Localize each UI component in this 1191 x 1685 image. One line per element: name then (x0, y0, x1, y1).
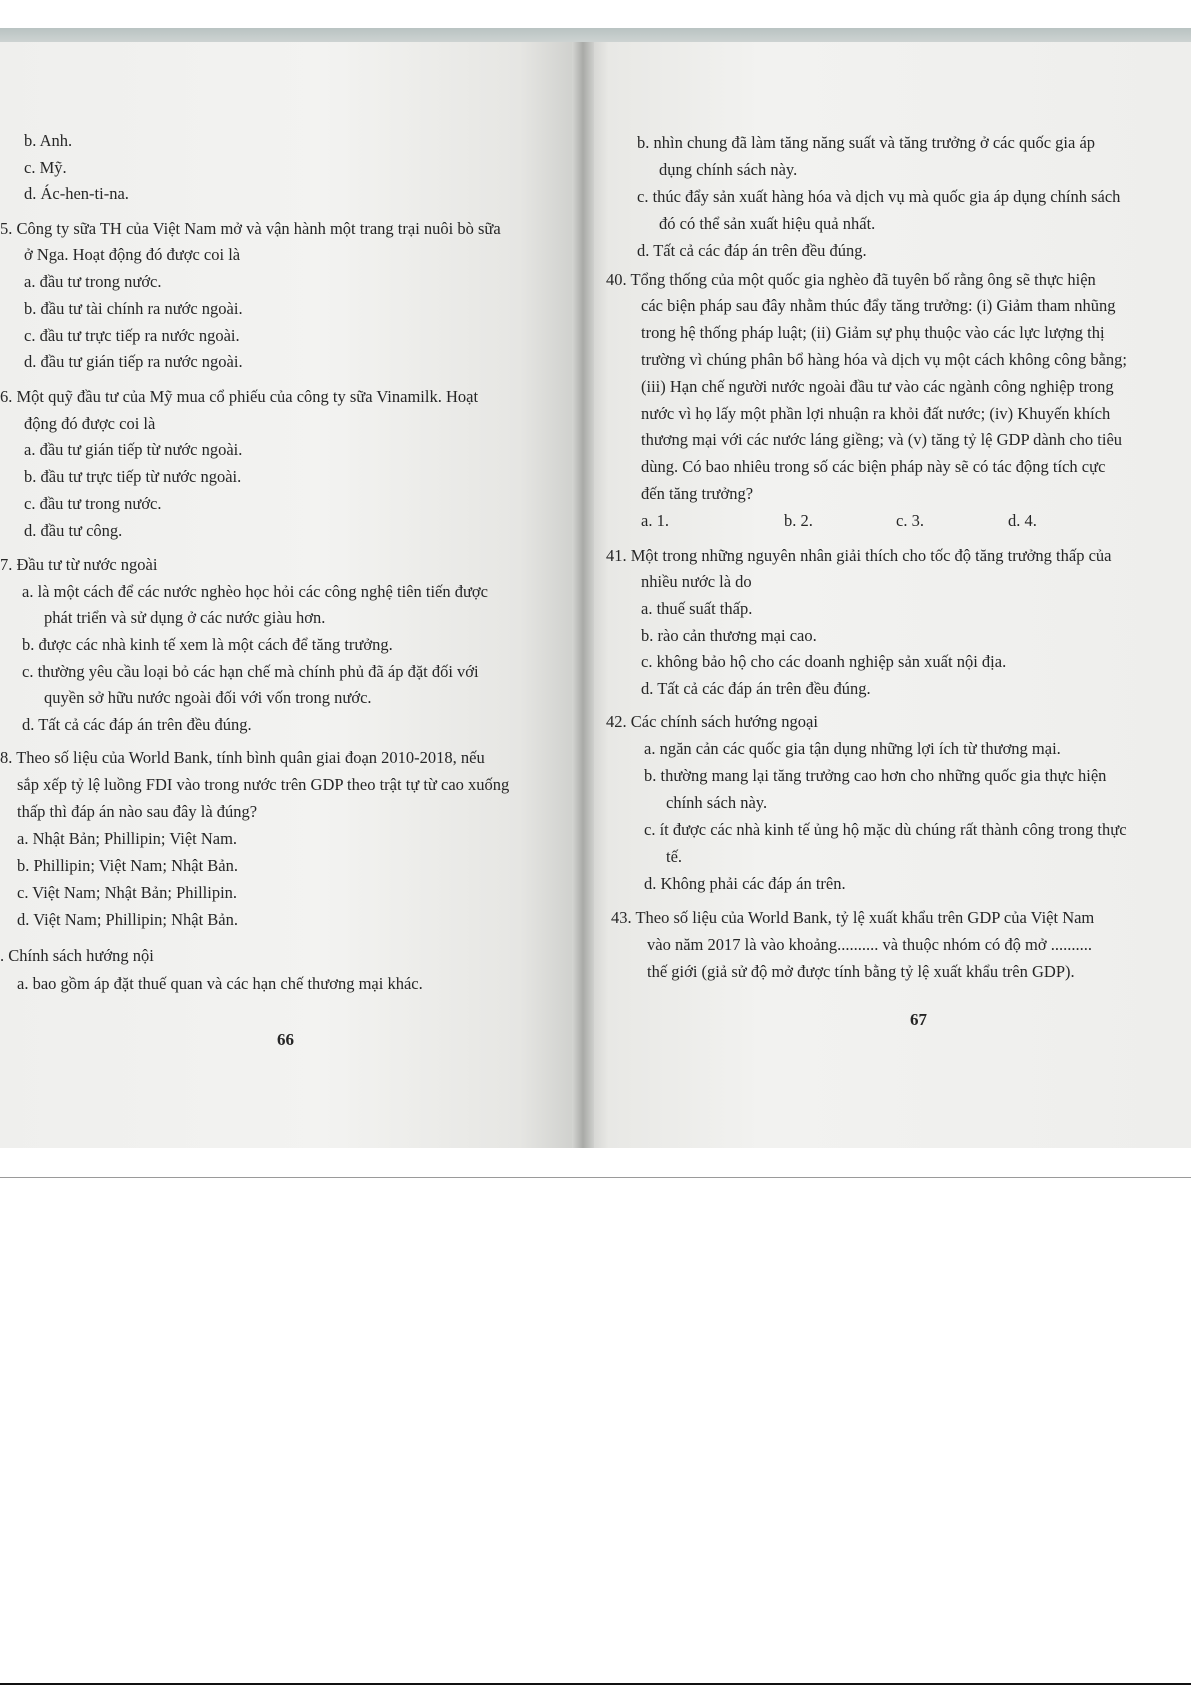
question-40-cont: các biện pháp sau đây nhằm thúc đẩy tăng trưởng: (i) Giảm tham nhũng (641, 296, 1116, 315)
option-c-cont: tế. (666, 847, 683, 866)
option-a: a. bao gồm áp đặt thuế quan và các hạn chế thương mại khác. (17, 974, 423, 993)
option-c-cont: đó có thể sản xuất hiệu quả nhất. (659, 214, 876, 233)
question-40-cont: (iii) Hạn chế người nước ngoài đầu tư vào các ngành công nghiệp trong (641, 377, 1114, 396)
option-d: d. đầu tư gián tiếp ra nước ngoài. (24, 352, 243, 371)
option-d: d. Không phải các đáp án trên. (644, 874, 846, 893)
question-43-cont: thế giới (giả sử độ mở được tính bằng tỷ lệ xuất khẩu trên GDP). (647, 962, 1075, 981)
question-40-cont: thương mại với các nước láng giềng; và (v) tăng tỷ lệ GDP dành cho tiêu (641, 430, 1123, 449)
question-40-cont: dùng. Có bao nhiêu trong số các biện pháp này sẽ có tác động tích cực (641, 457, 1106, 476)
option-d: d. Ác-hen-ti-na. (24, 184, 129, 203)
option-b: b. nhìn chung đã làm tăng năng suất và tăng trưởng ở các quốc gia áp (637, 133, 1096, 152)
option-c: c. đầu tư trong nước. (24, 494, 162, 513)
right-book-page (578, 42, 1191, 1148)
question-40-cont: nước vì họ lấy một phần lợi nhuận ra khỏi đất nước; (iv) Khuyến khích (641, 404, 1111, 423)
option-c: c. đầu tư trực tiếp ra nước ngoài. (24, 326, 240, 345)
option-c-cont: quyền sở hữu nước ngoài đối với vốn trong nước. (44, 688, 372, 707)
option-b: b. thường mang lại tăng trưởng cao hơn cho những quốc gia thực hiện (644, 766, 1107, 785)
question-7: 7. Đầu tư từ nước ngoài (0, 555, 158, 574)
option-c: c. thúc đẩy sản xuất hàng hóa và dịch vụ mà quốc gia áp dụng chính sách (637, 187, 1121, 206)
option-c: c. Việt Nam; Nhật Bản; Phillipin. (17, 883, 238, 902)
book-spine-shadow (572, 42, 594, 1148)
option-b: b. 2. (784, 511, 813, 530)
page-number: 66 (277, 1030, 294, 1049)
question-40-cont: trong hệ thống pháp luật; (ii) Giảm sự phụ thuộc vào các lực lượng thị (641, 323, 1105, 342)
option-d: d. Tất cả các đáp án trên đều đúng. (637, 241, 867, 260)
question-9: . Chính sách hướng nội (0, 946, 154, 965)
option-d: d. 4. (1008, 511, 1037, 530)
option-b: b. rào cản thương mại cao. (641, 626, 817, 645)
question-6: 6. Một quỹ đầu tư của Mỹ mua cổ phiếu của công ty sữa Vinamilk. Hoạt (0, 387, 479, 406)
left-book-page (0, 42, 590, 1148)
page-number: 67 (910, 1010, 927, 1029)
option-d: d. Tất cả các đáp án trên đều đúng. (22, 715, 252, 734)
option-a: a. Nhật Bản; Phillipin; Việt Nam. (17, 829, 238, 848)
question-43-cont: vào năm 2017 là vào khoảng.......... và thuộc nhóm có độ mở .......... (647, 935, 1092, 954)
question-41: 41. Một trong những nguyên nhân giải thích cho tốc độ tăng trưởng thấp của (606, 546, 1112, 565)
option-a: a. thuế suất thấp. (641, 599, 753, 618)
option-c: c. không bảo hộ cho các doanh nghiệp sản xuất nội địa. (641, 652, 1007, 671)
book-photo (0, 28, 1191, 1148)
question-42: 42. Các chính sách hướng ngoại (606, 712, 818, 731)
question-8-cont: thấp thì đáp án nào sau đây là đúng? (17, 802, 258, 821)
question-40-cont: trường vì chúng phân bổ hàng hóa và dịch vụ một cách không công bằng; (641, 350, 1127, 369)
option-d: d. đầu tư công. (24, 521, 123, 540)
option-b: b. Phillipin; Việt Nam; Nhật Bản. (17, 856, 238, 875)
option-d: d. Việt Nam; Phillipin; Nhật Bản. (17, 910, 238, 929)
option-b: b. đầu tư tài chính ra nước ngoài. (24, 299, 243, 318)
question-5: 5. Công ty sữa TH của Việt Nam mở và vận hành một trang trại nuôi bò sữa (0, 219, 501, 238)
option-c: c. Mỹ. (24, 158, 67, 177)
option-a: a. ngăn cản các quốc gia tận dụng những lợi ích từ thương mại. (644, 739, 1061, 758)
question-41-cont: nhiều nước là do (641, 572, 752, 591)
option-a: a. đầu tư gián tiếp từ nước ngoài. (24, 440, 243, 459)
option-a-cont: phát triển và sử dụng ở các nước giàu hơn. (44, 608, 326, 627)
separator-line (0, 1177, 1191, 1178)
option-a: a. 1. (641, 511, 669, 530)
question-40: 40. Tổng thống của một quốc gia nghèo đã tuyên bố rằng ông sẽ thực hiện (606, 270, 1096, 289)
option-b: b. được các nhà kinh tế xem là một cách để tăng trưởng. (22, 635, 393, 654)
question-40-cont: đến tăng trưởng? (641, 484, 754, 503)
question-6-cont: động đó được coi là (24, 414, 156, 433)
question-43: 43. Theo số liệu của World Bank, tỷ lệ xuất khẩu trên GDP của Việt Nam (611, 908, 1095, 927)
option-a: a. đầu tư trong nước. (24, 272, 162, 291)
option-c: c. ít được các nhà kinh tế ủng hộ mặc dù chúng rất thành công trong thực (644, 820, 1127, 839)
option-a: a. là một cách để các nước nghèo học hỏi các công nghệ tiên tiến được (22, 582, 488, 601)
option-b-cont: chính sách này. (666, 793, 768, 812)
question-5-cont: ở Nga. Hoạt động đó được coi là (24, 245, 241, 264)
option-c: c. 3. (896, 511, 924, 530)
question-8-cont: sắp xếp tỷ lệ luồng FDI vào trong nước trên GDP theo trật tự từ cao xuống (17, 775, 510, 794)
question-8: 8. Theo số liệu của World Bank, tính bình quân giai đoạn 2010-2018, nếu (0, 748, 485, 767)
option-b: b. Anh. (24, 131, 73, 150)
option-b-cont: dụng chính sách này. (659, 160, 798, 179)
option-d: d. Tất cả các đáp án trên đều đúng. (641, 679, 871, 698)
option-b: b. đầu tư trực tiếp từ nước ngoài. (24, 467, 242, 486)
option-c: c. thường yêu cầu loại bỏ các hạn chế mà chính phủ đã áp đặt đối với (22, 662, 479, 681)
